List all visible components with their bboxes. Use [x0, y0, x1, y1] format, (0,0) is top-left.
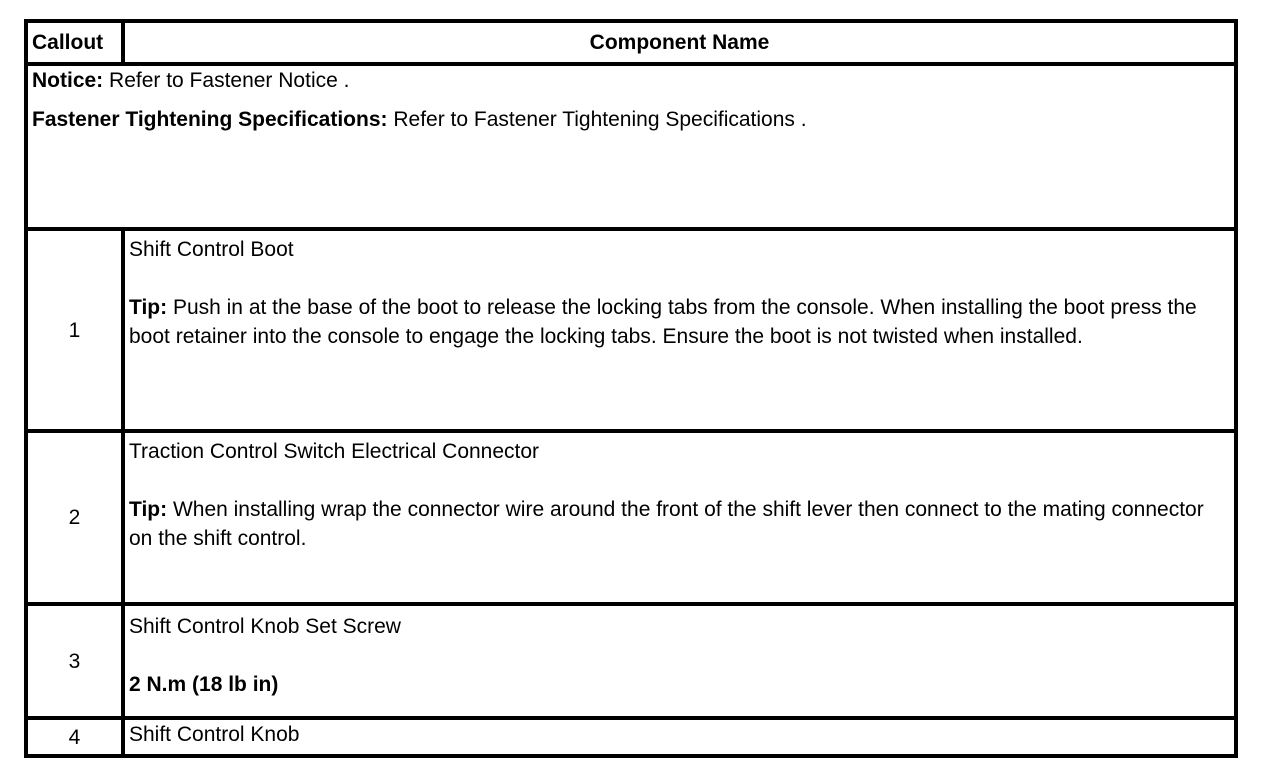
tip-text: Push in at the base of the boot to release the locking tabs from the console. When installing the boot press the boot retainer into the console to engage the locking tabs. Ensure the boot is not twisted when installed.	[129, 296, 1197, 348]
callout-number: 2	[26, 431, 123, 604]
component-table	[24, 19, 1238, 758]
callout-number: 4	[26, 718, 123, 756]
notice-label: Notice:	[32, 69, 104, 92]
component-name: Shift Control Knob Set Screw	[129, 615, 401, 638]
table-row	[26, 718, 1236, 756]
callout-header: Callout	[26, 21, 123, 64]
component-name: Traction Control Switch Electrical Connector	[129, 440, 540, 463]
torque-value: 2 N.m (18 lb in)	[129, 673, 279, 696]
spec-label: Fastener Tightening Specifications:	[32, 108, 388, 131]
table-row	[26, 431, 1236, 604]
notice-cell	[26, 64, 1236, 229]
component-cell	[123, 431, 1236, 604]
callout-number: 1	[26, 229, 123, 431]
component-name: Shift Control Knob	[123, 718, 1236, 756]
notice-row	[26, 64, 1236, 229]
tip-text: When installing wrap the connector wire around the front of the shift lever then connect to the mating connector on the shift control.	[129, 498, 1204, 550]
spec-line	[32, 105, 1230, 134]
tip	[129, 495, 1230, 553]
notice-line	[32, 66, 1230, 95]
table-row	[26, 229, 1236, 431]
tip-label: Tip:	[129, 296, 168, 319]
header-row	[26, 21, 1236, 64]
component-cell	[123, 604, 1236, 718]
table-row	[26, 604, 1236, 718]
tip	[129, 293, 1230, 351]
tip-label: Tip:	[129, 498, 168, 521]
notice-text: Refer to Fastener Notice .	[103, 69, 350, 92]
spec-text: Refer to Fastener Tightening Specifications .	[387, 108, 807, 131]
callout-number: 3	[26, 604, 123, 718]
component-name: Shift Control Boot	[129, 238, 294, 261]
component-cell	[123, 229, 1236, 431]
component-name-header: Component Name	[123, 21, 1236, 64]
